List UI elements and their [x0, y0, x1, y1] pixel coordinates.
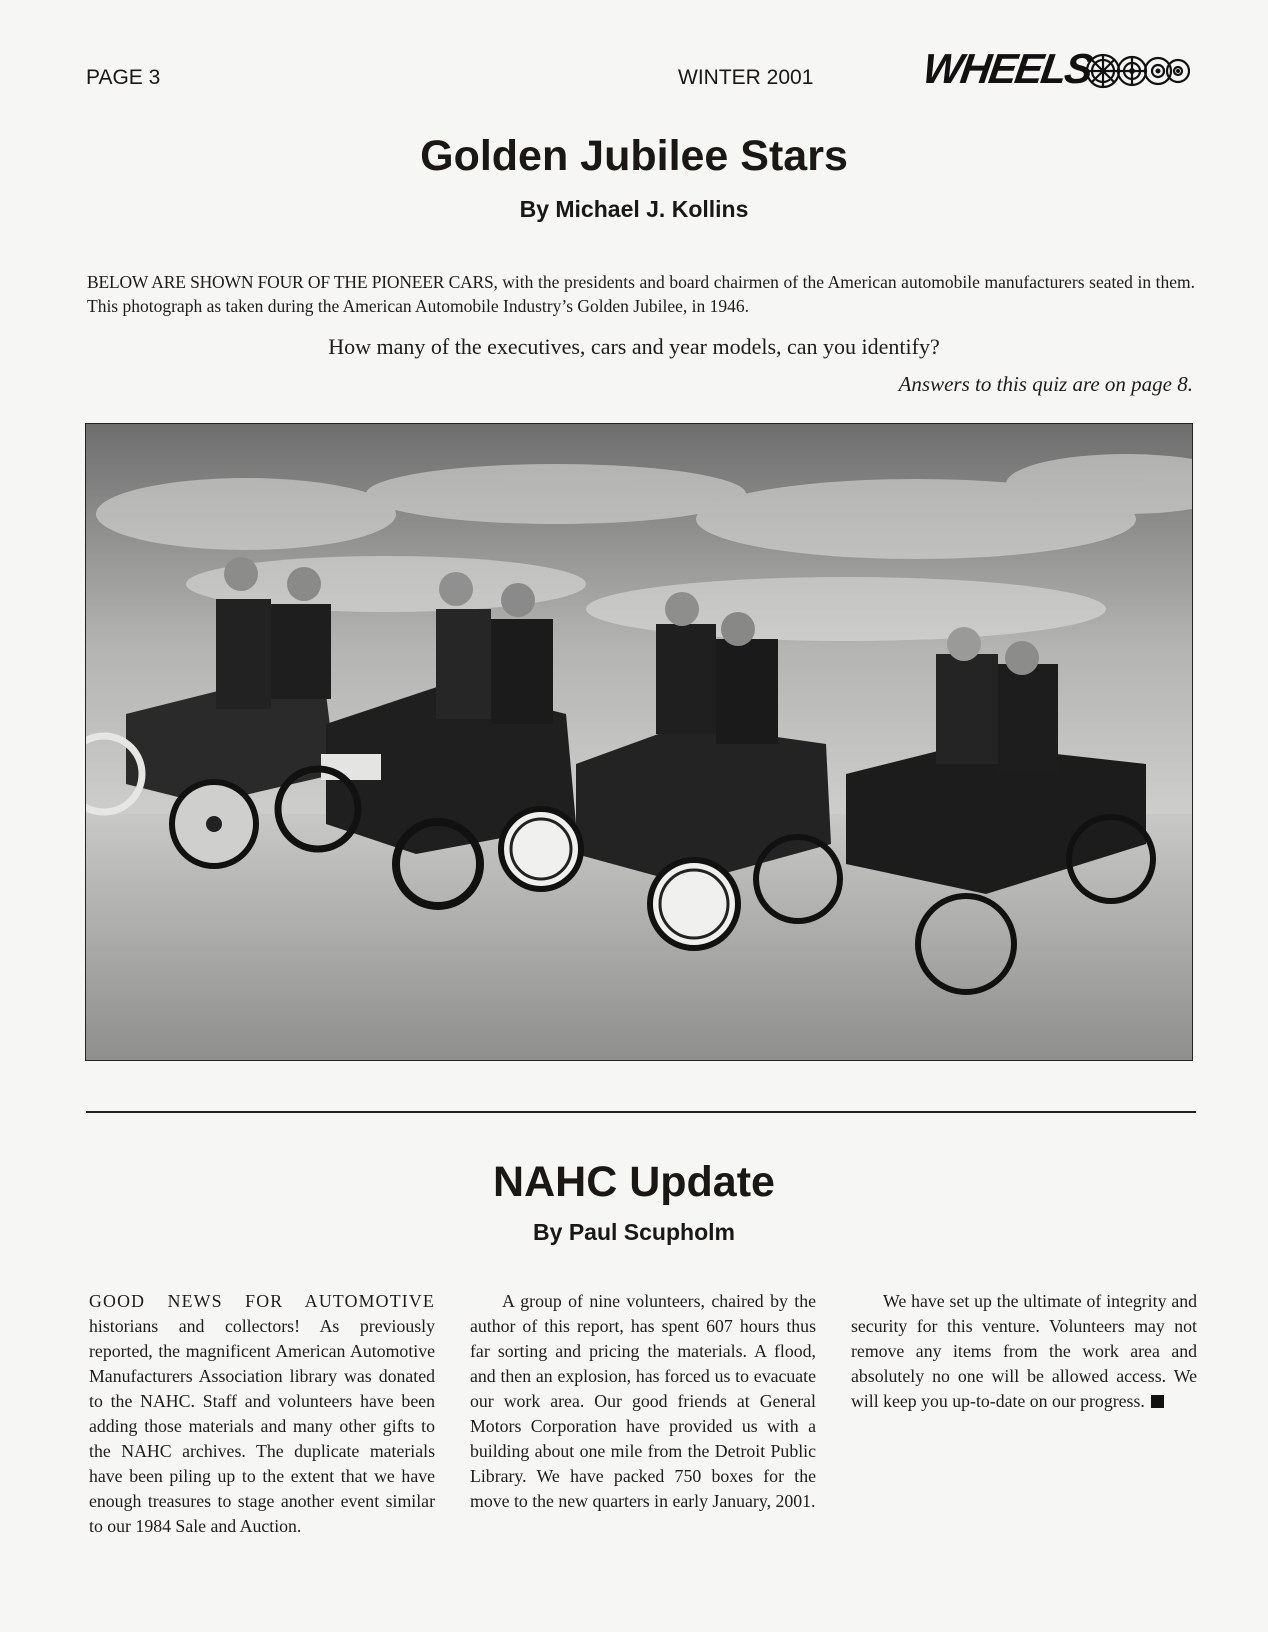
intro-paragraph [87, 270, 1195, 318]
issue-date: WINTER 2001 [678, 66, 814, 89]
column-body: historians and collectors! As previously reported, the magnificent American Automotive Manufacturers Association library was donated to the NAHC. Staff and volunteers have been adding those materials and many other gifts to the NAHC archives. The duplicate materials have been piling up to the extent that we have enough treasures to stage another event similar to our 1984 Sale and Auction. [89, 1316, 435, 1536]
page-number: PAGE 3 [86, 66, 161, 89]
photo-illustration [86, 424, 1193, 1061]
intro-body: with the presidents and board chairmen of the American automobile manufacturers seated in them. This photograph as taken during the American Automobile Industry’s Golden Jubilee, in 1946. [87, 272, 1196, 316]
logo-wordmark: WHEELS [920, 45, 1095, 92]
answers-note: Answers to this quiz are on page 8. [898, 372, 1193, 396]
column-3 [851, 1289, 1197, 1414]
end-of-article-mark [1151, 1395, 1164, 1408]
column-body: We have set up the ultimate of integrity and security for this venture. Volunteers may not remove any items from the work area and absolutely no one will be allowed access. We will keep you up-to-date on our progress. [851, 1291, 1197, 1411]
article-title: NAHC Update [493, 1158, 775, 1206]
column-paragraph: A group of nine volunteers, chaired by the author of this report, has spent 607 hours thus far sorting and pricing the materials. A flood, and then an explosion, has forced us to evacuate our work area. Our good friends at General Motors Corporation have provided us with a building about one mile from the Detroit Public Library. We have packed 750 boxes for the move to the new quarters in early January, 2001. [470, 1291, 816, 1511]
column-paragraph [851, 1289, 1197, 1414]
column-1 [89, 1289, 435, 1539]
wheels-logo [920, 46, 1190, 92]
section-divider [86, 1111, 1196, 1113]
article-byline: By Michael J. Kollins [519, 196, 749, 222]
column-2 [470, 1289, 816, 1514]
column-lead: GOOD NEWS FOR AUTOMOTIVE [89, 1291, 435, 1311]
column-paragraph [89, 1289, 435, 1539]
article-byline: By Paul Scupholm [533, 1219, 735, 1245]
intro-lead: BELOW ARE SHOWN FOUR OF THE PIONEER CARS, [87, 272, 498, 292]
quiz-question: How many of the executives, cars and year models, can you identify? [328, 334, 940, 359]
pioneer-cars-photo [85, 423, 1193, 1061]
article-title: Golden Jubilee Stars [420, 132, 848, 180]
wheels-logo-icon [1084, 50, 1190, 90]
